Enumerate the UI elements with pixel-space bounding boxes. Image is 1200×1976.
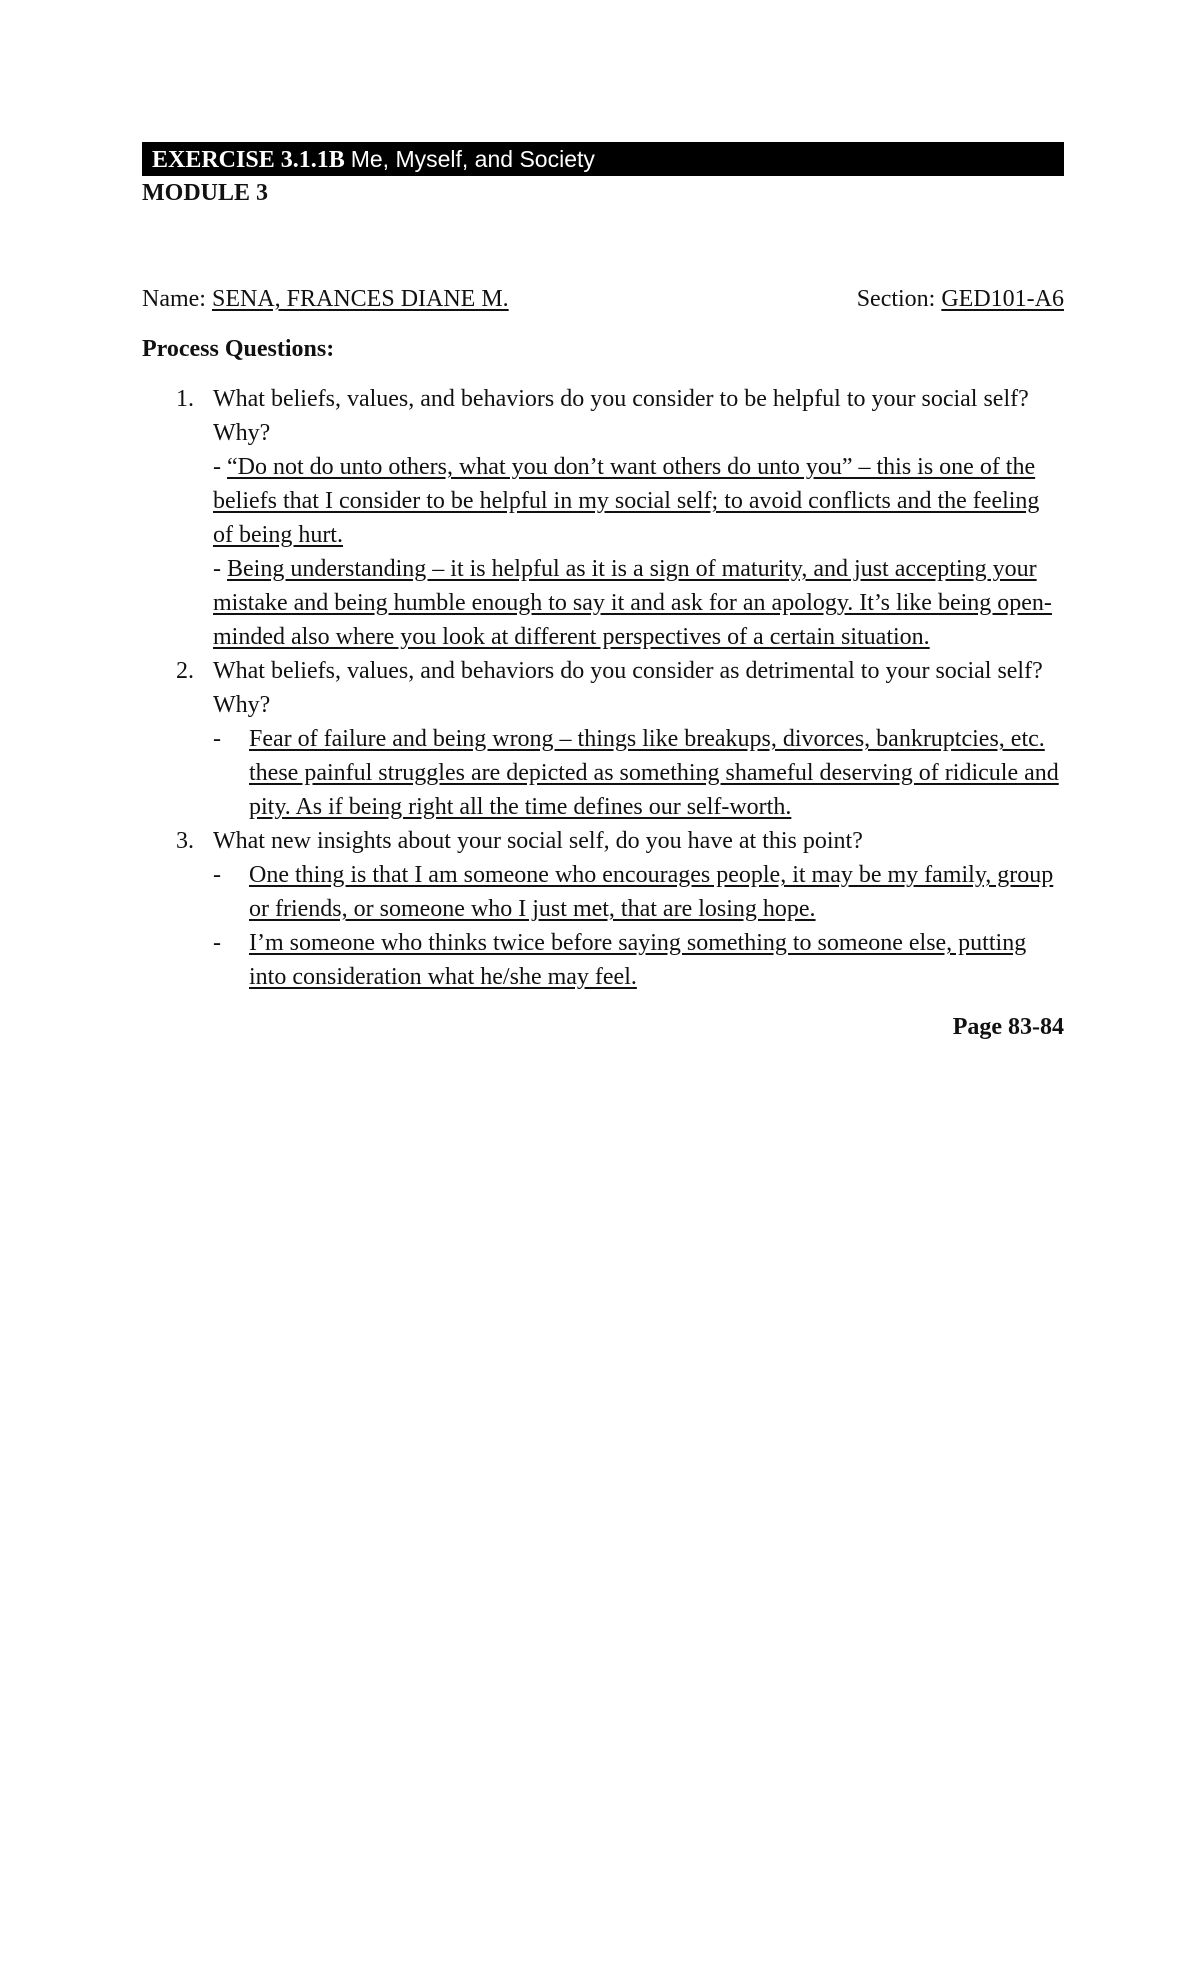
answer-text: “Do not do unto others, what you don’t want others do unto you” – this is one of the beliefs that I consider to be helpful in my social self; to avoid conflicts and the feeling of being hurt. <box>213 454 1040 548</box>
answer-dash: - <box>213 454 221 480</box>
answer-dash: - <box>213 862 221 888</box>
exercise-code: EXERCISE 3.1.1B <box>152 147 345 173</box>
process-questions-heading: Process Questions: <box>142 336 335 362</box>
question-text: What new insights about your social self, do you have at this point? <box>213 828 863 854</box>
module-label: MODULE 3 <box>142 180 268 206</box>
question-number: 3. <box>176 828 194 854</box>
exercise-title: Me, Myself, and Society <box>350 146 595 172</box>
section-value: GED101-A6 <box>941 286 1064 312</box>
answer-text: Fear of failure and being wrong – things like breakups, divorces, bankruptcies, etc. these painful struggles are depicted as something shameful deserving of ridicule and pity. As if being right all the time defines our self-worth. <box>249 726 1059 820</box>
answer-2a <box>213 722 1064 824</box>
section-label: Section: <box>856 286 936 312</box>
question-text: What beliefs, values, and behaviors do you consider to be helpful to your social self? Why? <box>213 386 1029 446</box>
student-info-row <box>142 282 1064 316</box>
answer-dash: - <box>213 726 221 752</box>
name-value: SENA, FRANCES DIANE M. <box>211 286 509 312</box>
question-2 <box>142 654 1064 824</box>
answer-3a <box>213 858 1064 926</box>
answer-dash: - <box>213 930 221 956</box>
answer-1b <box>213 552 1064 654</box>
answer-3b <box>213 926 1064 994</box>
student-name <box>142 282 509 316</box>
answer-text: Being understanding – it is helpful as it is a sign of maturity, and just accepting your mistake and being humble enough to say it and ask for an apology. It’s like being open-minded also where you look at different perspectives of a certain situation. <box>213 556 1052 650</box>
student-section <box>857 282 1064 316</box>
exercise-title-bar <box>142 142 1064 176</box>
page-number: Page 83-84 <box>952 1014 1064 1040</box>
answer-text: One thing is that I am someone who encourages people, it may be my family, group or friends, or someone who I just met, that are losing hope. <box>249 862 1054 922</box>
answer-dash: - <box>213 556 221 582</box>
document-content <box>142 142 1064 1044</box>
question-1 <box>142 382 1064 654</box>
answer-text: I’m someone who thinks twice before saying something to someone else, putting into consideration what he/she may feel. <box>249 930 1027 990</box>
name-label: Name: <box>142 286 206 312</box>
question-list <box>142 382 1064 994</box>
question-number: 2. <box>176 658 194 684</box>
question-3 <box>142 824 1064 994</box>
question-number: 1. <box>176 386 194 412</box>
answer-1a <box>213 450 1064 552</box>
question-text: What beliefs, values, and behaviors do you consider as detrimental to your social self? Why? <box>213 658 1043 718</box>
